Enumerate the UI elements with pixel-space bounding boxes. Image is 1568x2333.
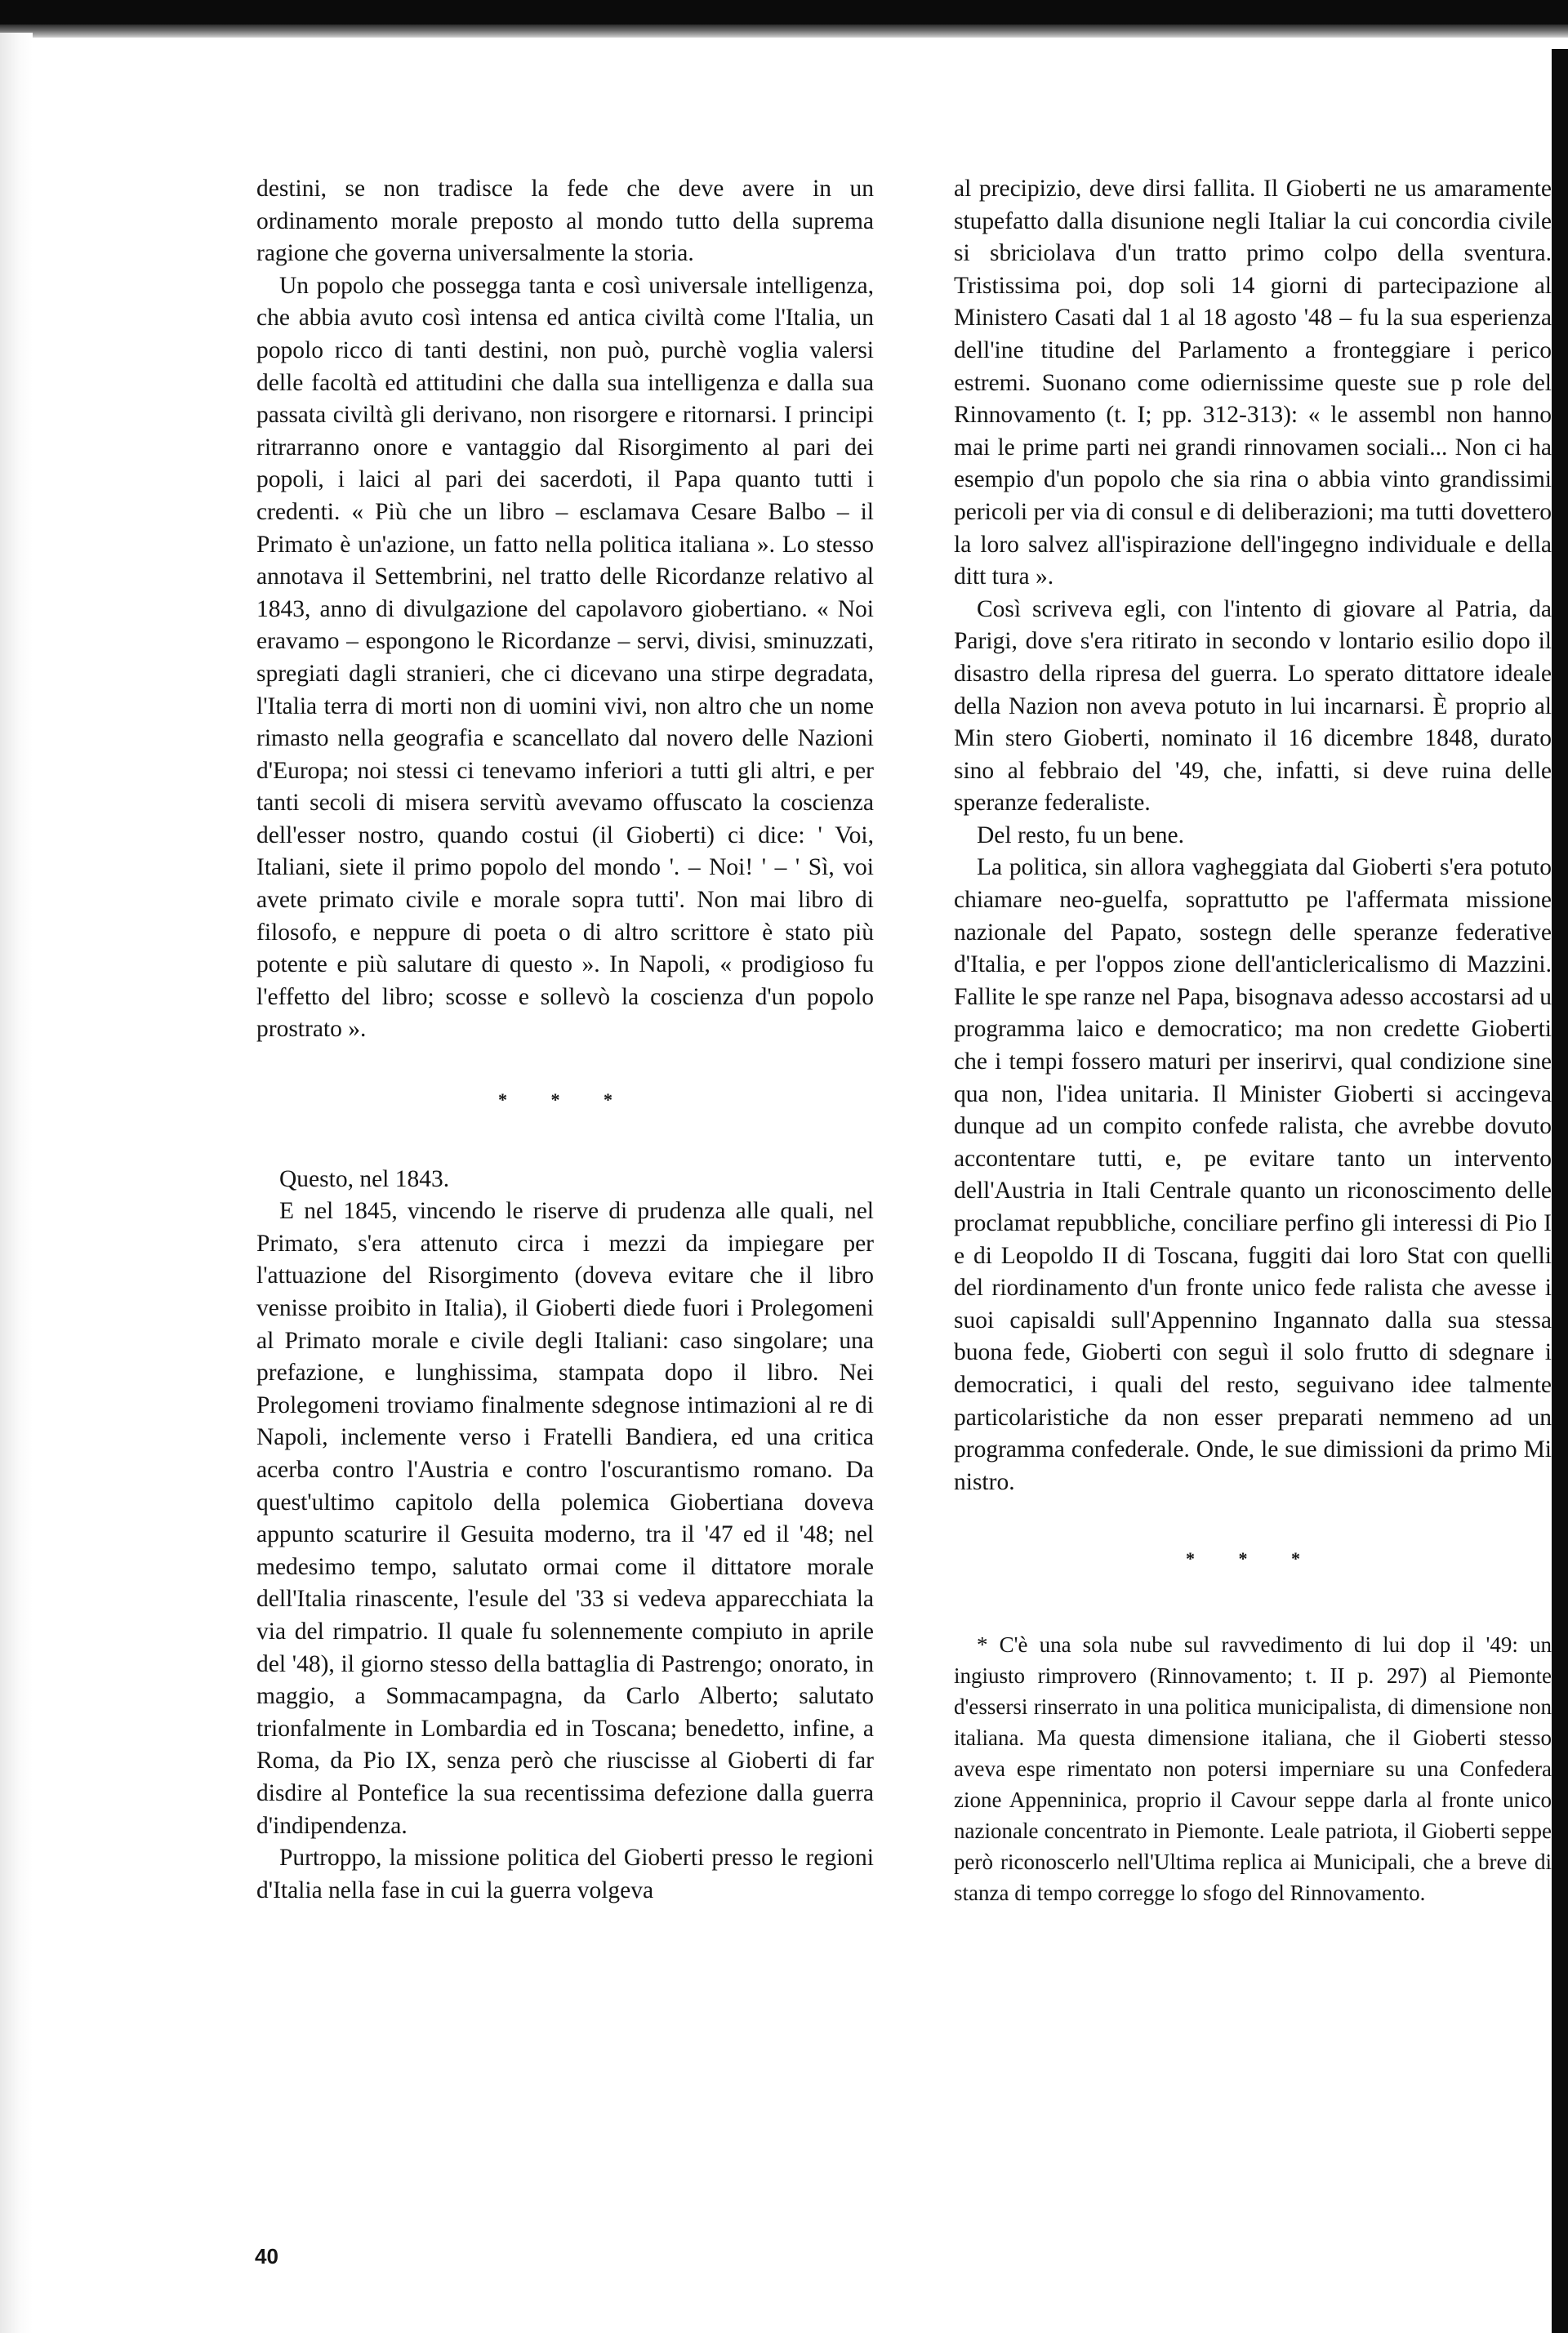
right-paragraph-2: Così scriveva egli, con l'intento di giovare al Patria, da Parigi, dove s'era ritirato in secondo v lontario esilio dopo il disastro della ripresa del guerra. Lo sperato dittatore ideale della Nazion non aveva potuto in lui incarnarsi. È proprio al Min stero Gioberti, nominato il 16 dicembre 1848, durato sino al febbraio del '49, che, infatti, si deve ruina delle speranze federaliste.	[954, 595, 1552, 817]
scan-top-dark-band	[0, 0, 1568, 24]
scan-top-border	[0, 0, 1568, 38]
section-separator-right: * * *	[1186, 1548, 1320, 1569]
left-paragraph-1: destini, se non tradisce la fede che deve avere in un ordinamento morale preposto al mondo tutto della suprema ragione che governa universalmente la storia.	[256, 176, 874, 267]
section-separator-left: * * *	[498, 1089, 632, 1111]
left-paragraph-3: Questo, nel 1843.	[279, 1165, 450, 1192]
footnote: * C'è una sola nube sul ravvedimento di lui dop il '49: un ingiusto rimprovero (Rinnovamento; t. II p. 297) al Piemonte d'essersi rinserrato in una politica municipalista, di dimensione non italiana. Ma questa dimensione italiana, che il Gioberti stesso aveva espe rimentato non potersi imperniare su una Confedera zione Appenninica, proprio il Cavour seppe darla al fronte unico nazionale concentrato in Piemonte. Leale patriota, il Gioberti seppe però riconoscerlo nell'Ultima replica ai Municipali, che a breve di stanza di tempo corregge lo sfogo del Rinnovamento.	[954, 1632, 1552, 1905]
right-column	[954, 173, 1552, 1908]
scan-right-border	[1552, 49, 1568, 2333]
left-paragraph-5: Purtroppo, la missione politica del Gioberti presso le regioni d'Italia nella fase in cui la guerra volgeva	[256, 1845, 874, 1903]
left-paragraph-2: Un popolo che possegga tanta e così universale intelligenza, che abbia avuto così intensa ed antica civiltà come l'Italia, un popolo ricco di tanti destini, non può, purchè voglia valersi delle facoltà ed attitudini che dalla sua intelligenza e dalla sua passata civiltà gli derivano, non risorgere e ritornarsi. I principi ritrarranno onore e vantaggio dal Risorgimento al pari dei popoli, i laici al pari dei sacerdoti, il Papa quanto tutti i credenti. « Più che un libro – esclamava Cesare Balbo – il Primato è un'azione, un fatto nella politica italiana ». Lo stesso annotava il Settembrini, nel tratto delle Ricordanze relativo al 1843, anno di divulgazione del capolavoro giobertiano. « Noi eravamo – espongono le Ricordanze – servi, divisi, sminuzzati, spregiati dagli stranieri, che ci dicevano una stirpe degradata, l'Italia terra di morti non di uomini vivi, non altro che un nome rimasto nella geografia e scancellato dal novero delle Nazioni d'Europa; noi stessi ci tenevamo inferiori a tutti gli altri, e per tanti secoli di misera servitù avevamo offuscato la coscienza dell'esser nostro, quando costui (il Gioberti) ci dice: ' Voi, Italiani, siete il primo popolo del mondo '. – Noi! ' – ' Sì, voi avete primato civile e morale sopra tutti'. Non mai libro di filosofo, e neppure di poeta o di altro scrittore è stato più potente e più salutare di questo ». In Napoli, « prodigioso fu l'effetto del libro; scosse e sollevò la coscienza d'un popolo prostrato ».	[256, 272, 874, 1043]
page-number: 40	[255, 2244, 278, 2268]
left-paragraph-4: E nel 1845, vincendo le riserve di prudenza alle quali, nel Primato, s'era attenuto circa i mezzi da impiegare per l'attuazione del Risorgimento (doveva evitare che il libro venisse proibito in Italia), il Gioberti diede fuori i Prolegomeni al Primato morale e civile degli Italiani: caso singolare; una prefazione, e lunghissima, stampata dopo il libro. Nei Prolegomeni troviamo finalmente sdegnose intimazioni al re di Napoli, inclemente verso i Fratelli Bandiera, ed una critica acerba contro l'Austria e contro l'oscurantismo romano. Da quest'ultimo capitolo della polemica Giobertiana doveva appunto scaturire il Gesuita moderno, tra il '47 ed il '48; nel medesimo tempo, salutato ormai come il dittatore morale dell'Italia rinascente, l'esule del '33 si vedeva apparecchiata la via del rimpatrio. Il quale fu solennemente compiuto in aprile del '48), il giorno stesso della battaglia di Pastrengo; onorato, in maggio, a Sommacampagna, da Carlo Alberto; salutato trionfalmente in Lombardia ed in Toscana; benedetto, infine, a Roma, da Pio IX, senza però che riuscisse al Gioberti di far disdire al Pontefice la sua recentissima defezione dalla guerra d'indipendenza.	[256, 1198, 874, 1839]
right-paragraph-1: al precipizio, deve dirsi fallita. Il Gioberti ne us amaramente stupefatto dalla disunione negli Italiar la cui concordia civile si sbriciolava d'un tratto primo colpo della sventura. Tristissima poi, dop soli 14 giorni di partecipazione al Ministero Casati dal 1 al 18 agosto '48 – fu la sua esperienza dell'ine titudine del Parlamento a fronteggiare i perico estremi. Suonano come odiernissime queste sue p role del Rinnovamento (t. I; pp. 312-313): « le assembl non hanno mai le prime parti nei grandi rinnovamen sociali... Non ci ha esempio d'un popolo che sia rina o abbia vinto grandissimi pericoli per via di consul e di deliberazioni; ma tutti dovettero la loro salvez all'ispirazione dell'ingegno individuale e della ditt tura ».	[954, 176, 1552, 590]
left-column	[256, 173, 874, 1907]
right-paragraph-4: La politica, sin allora vagheggiata dal Gioberti s'era potuto chiamare neo-guelfa, soprattutto pe l'affermata missione nazionale del Papato, sostegn delle speranze federative d'Italia, e per l'oppos zione dell'anticlericalismo di Mazzini. Fallite le spe ranze nel Papa, bisognava adesso accostarsi ad u programma laico e democratico; ma non credette Gioberti che i tempi fossero maturi per inserirvi, qual condizione sine qua non, l'idea unitaria. Il Minister Gioberti si accingeva dunque ad un compito confede ralista, che avrebbe dovuto accontentare tutti, e, pe evitare tanto un intervento dell'Austria in Itali Centrale quanto un riconoscimento delle proclamat repubbliche, conciliare perfino gli interessi di Pio I e di Leopoldo II di Toscana, fuggiti dai loro Stat con quelli del riordinamento d'un fronte unico fede ralista che avesse i suoi capisaldi sull'Appennino Ingannato dalla sua stessa buona fede, Gioberti con seguì il solo frutto di sdegnare i democratici, i quali del resto, seguivano idee talmente particolaristiche da non esser preparati nemmeno ad un programma confederale. Onde, le sue dimissioni da primo Mi nistro.	[954, 854, 1552, 1495]
scan-left-shadow	[0, 33, 33, 2333]
right-paragraph-3: Del resto, fu un bene.	[977, 821, 1184, 848]
scan-top-shadow	[0, 24, 1568, 38]
